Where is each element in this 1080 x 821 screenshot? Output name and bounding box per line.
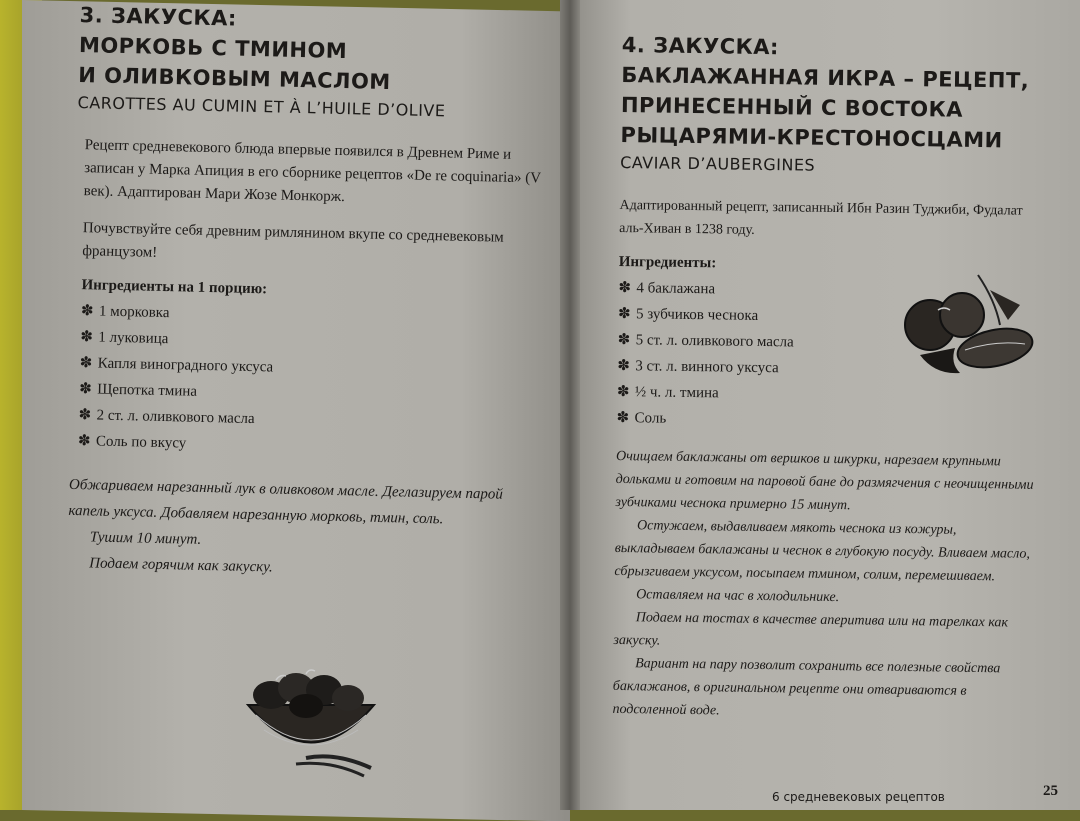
ingredients-list — [78, 298, 543, 464]
method-paragraph: Очищаем баклажаны от вершков и шкурки, нарезаем крупными дольками и готовим на паровой бане до размягчения с неочищенными зубчиками чеснока примерно 15 минут. — [615, 448, 1034, 514]
ingredient-item: ✽ 2 ст. л. оливкового масла — [78, 402, 540, 438]
ingredient-item: ✽ Соль — [616, 405, 1036, 437]
ingredient-item: ✽ Щепотка тмина — [79, 376, 541, 412]
method-paragraph: Подаем на тостах в качестве аперитива или на тарелках как закуску. — [613, 610, 1009, 649]
flower-bullet-icon: ✽ — [616, 383, 630, 401]
recipe-title-french: CAVIAR D’AUBERGINES — [620, 152, 816, 175]
recipe-title: И ОЛИВКОВЫМ МАСЛОМ — [78, 62, 392, 95]
ingredient-item: ✽ 5 зубчиков чеснока — [618, 301, 1038, 333]
recipe-number: 3. ЗАКУСКА: — [79, 2, 238, 31]
ingredient-item: ✽ 3 ст. л. винного уксуса — [617, 353, 1037, 385]
page-footer: 6 средневековых рецептов — [772, 790, 945, 804]
method-paragraph: Подаем горячим как закуску. — [89, 555, 273, 576]
flower-bullet-icon: ✽ — [78, 381, 92, 398]
flower-bullet-icon: ✽ — [77, 433, 91, 450]
eggplant-illustration-icon — [900, 270, 1040, 385]
flower-bullet-icon: ✽ — [617, 357, 630, 375]
recipe-number: 4. ЗАКУСКА: — [621, 32, 780, 60]
flower-bullet-icon: ✽ — [80, 329, 94, 346]
method-paragraph: Оставляем на час в холодильнике. — [636, 587, 840, 606]
method-paragraph: Тушим 10 минут. — [89, 529, 202, 548]
ingredient-item: ✽ 1 луковица — [80, 324, 542, 360]
recipe-title: МОРКОВЬ С ТМИНОМ — [78, 32, 348, 64]
flower-bullet-icon: ✽ — [617, 331, 631, 349]
recipe-intro: Почувствуйте себя древним римлянином вкупе со средневековым французом! — [82, 220, 504, 261]
recipe-intro: Рецепт средневекового блюда впервые появился в Древнем Риме и записан у Марка Апиция в его сборнике рецептов «De re coquinaria» (V век). Адаптирован Мари Жозе Монкорж. — [83, 137, 541, 206]
ingredient-item: ✽ 4 баклажана — [618, 275, 1038, 307]
recipe-title: БАКЛАЖАННАЯ ИКРА – РЕЦЕПТ, — [621, 62, 1030, 93]
ingredient-item: ✽ 1 морковка — [81, 298, 543, 334]
flower-bullet-icon: ✽ — [78, 407, 92, 424]
method-paragraph: Обжариваем нарезанный лук в оливковом масле. Деглазируем парой капель уксуса. Добавляем нарезанную морковь, тмин, соль. — [68, 476, 504, 528]
recipe-title: ПРИНЕСЕННЫЙ С ВОСТОКА — [620, 92, 964, 122]
flower-bullet-icon: ✽ — [617, 305, 631, 323]
page-number: 25 — [1043, 783, 1058, 799]
recipe-title-french: CAROTTES AU CUMIN ET À L’HUILE D’OLIVE — [77, 92, 446, 121]
flower-bullet-icon: ✽ — [80, 303, 94, 320]
left-recipe — [67, 0, 550, 587]
method-paragraph: Вариант на пару позволит сохранить все полезные свойства баклажанов, в оригинальном рецепте они отвариваются в подсоленной воде. — [612, 656, 1001, 719]
ingredient-item: ✽ Капля виноградного уксуса — [79, 350, 541, 386]
book-gutter — [560, 0, 580, 810]
vegetable-bowl-icon — [236, 660, 386, 780]
ingredients-heading: Ингредиенты: — [618, 253, 717, 272]
ingredients-heading: Ингредиенты на 1 порцию: — [81, 277, 268, 298]
recipe-title: РЫЦАРЯМИ-КРЕСТОНОСЦАМИ — [620, 122, 1003, 153]
flower-bullet-icon: ✽ — [618, 279, 632, 297]
ingredient-item: ✽ ½ ч. л. тмина — [617, 379, 1037, 411]
ingredient-item: ✽ 5 ст. л. оливкового масла — [617, 327, 1037, 359]
flower-bullet-icon: ✽ — [79, 355, 93, 372]
recipe-intro: Адаптированный рецепт, записанный Ибн Разин Туджиби, Фудалат аль-Хиван в 1238 году. — [619, 197, 1023, 238]
flower-bullet-icon: ✽ — [616, 409, 630, 427]
ingredient-item: ✽ Соль по вкусу — [78, 428, 540, 464]
method-paragraph: Остужаем, выдавливаем мякоть чеснока из кожуры, выкладываем баклажаны и чеснок в глубокую посуду. Вливаем масло, сбрызгиваем уксусом, посыпаем тмином, солим, перемешиваем. — [614, 518, 1031, 585]
